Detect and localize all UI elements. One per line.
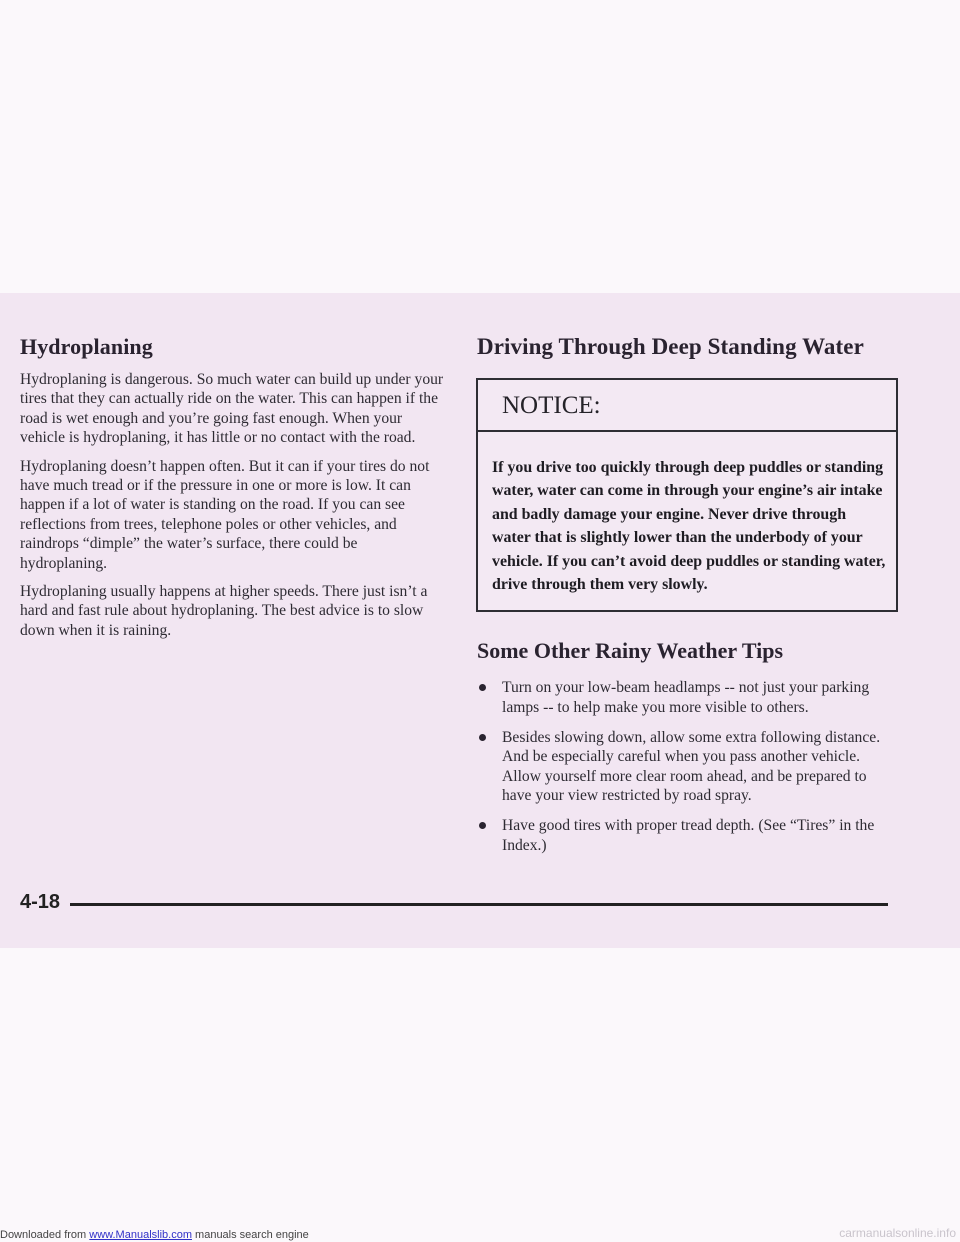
watermark: carmanualsonline.info	[839, 1226, 956, 1240]
tip-text: Turn on your low-beam headlamps -- not just your parking lamps -- to help make you more visible to others.	[502, 679, 870, 716]
bullet-icon	[479, 734, 486, 741]
bullet-icon	[479, 822, 486, 829]
notice-title: NOTICE:	[478, 380, 896, 432]
section-heading-rainy-tips: Some Other Rainy Weather Tips	[477, 638, 784, 664]
page-number: 4-18	[20, 891, 61, 913]
paragraph: Hydroplaning usually happens at higher speeds. There just isn’t a hard and fast rule about hydroplaning. The best advice is to slow down when it is raining.	[20, 583, 428, 639]
section-heading-hydroplaning: Hydroplaning	[20, 334, 153, 359]
paragraph: Hydroplaning is dangerous. So much water can build up under your tires that they can actually ride on the water. This can happen if the road is wet enough and you’re going fast enough. When your vehicle is hydroplaning, it has little or no contact with the road.	[20, 371, 444, 447]
list-item	[477, 728, 897, 805]
bullet-icon	[479, 684, 486, 691]
notice-box	[476, 378, 898, 612]
left-column	[20, 334, 445, 649]
list-item	[477, 816, 897, 855]
right-column	[477, 334, 897, 866]
section-heading-deep-water: Driving Through Deep Standing Water	[477, 334, 864, 359]
tip-text: Besides slowing down, allow some extra following distance. And be especially careful when you pass another vehicle. Allow yourself more clear room ahead, and be prepared to have your view restricted by road spray.	[502, 729, 881, 804]
tips-list	[477, 678, 897, 854]
manualslib-link[interactable]: www.Manualslib.com	[89, 1229, 192, 1241]
footer-prefix: Downloaded from	[0, 1229, 90, 1241]
download-footer	[0, 1229, 309, 1241]
footer-rule	[70, 903, 888, 906]
paragraph: Hydroplaning doesn’t happen often. But it can if your tires do not have much tread or if the pressure in one or more is low. It can happen if a lot of water is standing on the road. If you can see reflections from trees, telephone poles or other vehicles, and raindrops “dimple” the water’s surface, there could be hydroplaning.	[20, 457, 430, 572]
footer-suffix: manuals search engine	[191, 1229, 309, 1241]
tip-text: Have good tires with proper tread depth. (See “Tires” in the Index.)	[502, 817, 875, 854]
notice-body: If you drive too quickly through deep puddles or standing water, water can come in through your engine’s air intake and badly damage your engine. Never drive through water that is slightly lower than the underbody of your vehicle. If you can’t avoid deep puddles or standing water, drive through them very slowly.	[492, 459, 886, 594]
list-item	[477, 678, 897, 717]
